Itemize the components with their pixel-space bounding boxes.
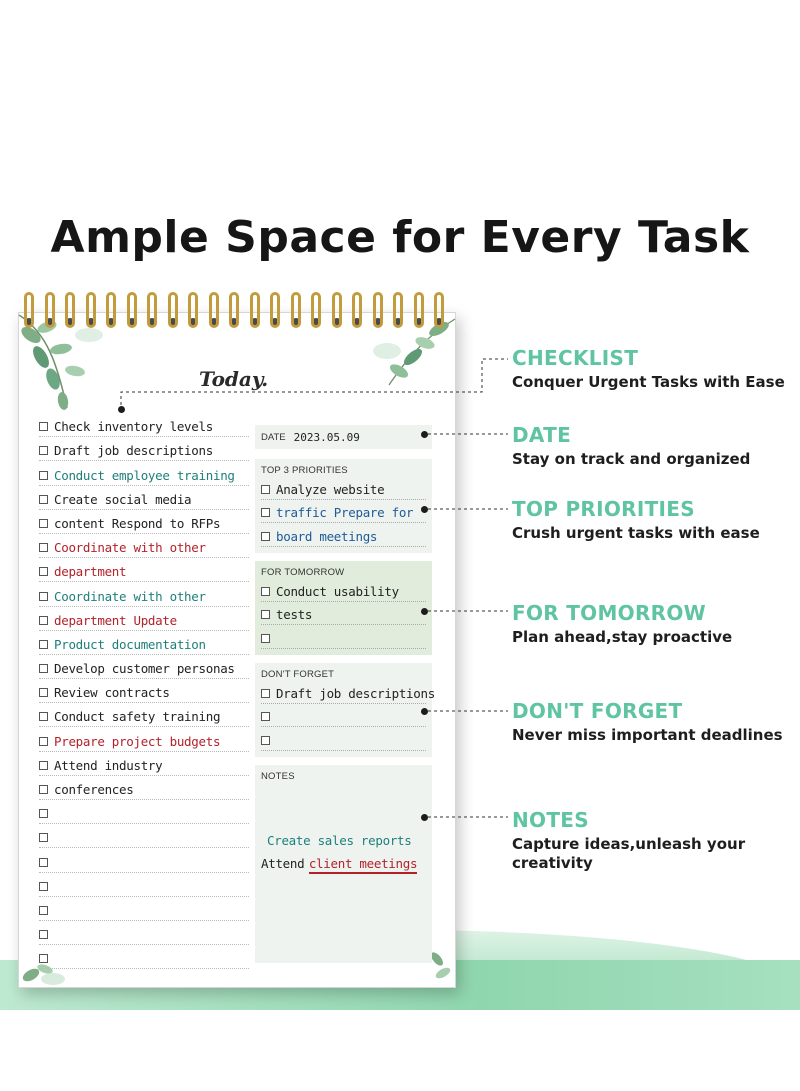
panel-item-text[interactable]: tests	[276, 607, 313, 622]
spiral-coil	[127, 292, 137, 328]
panel-row	[261, 500, 426, 524]
checkbox[interactable]	[39, 543, 48, 552]
notes-title: NOTES	[261, 771, 295, 782]
spiral-coil	[65, 292, 75, 328]
planner-notebook	[18, 312, 456, 988]
checkbox[interactable]	[39, 688, 48, 697]
page-headline: Ample Space for Every Task	[50, 212, 750, 263]
panel-row	[261, 680, 435, 704]
spiral-coil	[209, 292, 219, 328]
date-label: DATE	[261, 431, 286, 443]
checkbox[interactable]	[39, 616, 48, 625]
checklist-item-text[interactable]: department Update	[54, 612, 177, 628]
callout-for-tomorrow-title: FOR TOMORROW	[512, 601, 707, 625]
panel-row	[261, 476, 426, 500]
notes-panel	[255, 765, 432, 963]
checkbox[interactable]	[39, 737, 48, 746]
checklist-item-text[interactable]: Draft job descriptions	[54, 443, 213, 459]
checklist-item-text[interactable]: Product documentation	[54, 636, 206, 652]
spiral-coil	[86, 292, 96, 328]
checkbox[interactable]	[261, 712, 270, 721]
for-tomorrow-title: FOR TOMORROW	[261, 567, 345, 578]
notes-line-2-prefix: Attend	[261, 856, 305, 871]
checkbox[interactable]	[39, 592, 48, 601]
callout-notes	[512, 808, 782, 873]
checklist-item-text[interactable]: content Respond to RFPs	[54, 515, 221, 531]
checklist-row	[39, 776, 249, 800]
panel-row	[261, 578, 426, 602]
for-tomorrow-panel	[255, 561, 432, 655]
notes-marker-dot	[421, 814, 428, 821]
notes-line-2-highlight: client meetings	[309, 856, 417, 874]
checklist-row	[39, 727, 249, 751]
checklist-row	[39, 848, 249, 872]
checkbox[interactable]	[261, 485, 270, 494]
checklist-row	[39, 752, 249, 776]
checklist-row	[39, 534, 249, 558]
checklist-item-text[interactable]: Review contracts	[54, 685, 170, 701]
callout-notes-title: NOTES	[512, 808, 589, 832]
callout-top-priorities-title: TOP PRIORITIES	[512, 497, 695, 521]
date-marker-dot	[421, 431, 428, 438]
checklist-item-text[interactable]: Conduct safety training	[54, 709, 221, 725]
for-tomorrow-marker-dot	[421, 608, 428, 615]
callout-top-priorities	[512, 497, 760, 543]
callout-date	[512, 423, 750, 469]
checklist-item-text[interactable]: Create social media	[54, 491, 192, 507]
callout-dont-forget	[512, 699, 783, 745]
checkbox[interactable]	[39, 858, 48, 867]
spiral-binding	[18, 292, 456, 332]
date-panel	[255, 425, 432, 449]
panel-row	[261, 704, 426, 728]
panel-item-text[interactable]: Conduct usability	[276, 583, 399, 599]
checkbox[interactable]	[39, 954, 48, 963]
panel-row	[261, 523, 426, 547]
checkbox[interactable]	[39, 906, 48, 915]
checklist-row	[39, 800, 249, 824]
checklist-row	[39, 945, 249, 969]
panel-item-text[interactable]: traffic Prepare for	[276, 505, 414, 520]
spiral-coil	[45, 292, 55, 328]
checklist-row	[39, 631, 249, 655]
checklist-row	[39, 897, 249, 921]
spiral-coil	[188, 292, 198, 328]
panel-item-text[interactable]: board meetings	[276, 528, 378, 544]
top-priorities-panel	[255, 459, 432, 553]
checklist-item-text[interactable]: department	[54, 564, 127, 580]
spiral-coil	[434, 292, 444, 328]
checklist-item-text[interactable]: Coordinate with other	[54, 540, 206, 556]
checklist-row	[39, 824, 249, 848]
callout-notes-desc: Capture ideas,unleash your creativity	[512, 835, 746, 872]
callout-checklist-desc: Conquer Urgent Tasks with Ease	[512, 373, 785, 391]
checkbox[interactable]	[39, 809, 48, 818]
checklist-row	[39, 437, 249, 461]
checklist-row	[39, 703, 249, 727]
spiral-coil	[311, 292, 321, 328]
spiral-coil	[250, 292, 260, 328]
checkbox[interactable]	[39, 519, 48, 528]
checklist-item-text[interactable]: Check inventory levels	[54, 419, 213, 435]
checklist-row	[39, 921, 249, 945]
checklist-row	[39, 558, 249, 582]
callout-dont-forget-desc: Never miss important deadlines	[512, 726, 783, 744]
spiral-coil	[168, 292, 178, 328]
checkbox[interactable]	[39, 882, 48, 891]
checkbox[interactable]	[39, 422, 48, 431]
checkbox[interactable]	[261, 532, 270, 541]
checklist-marker-dot	[118, 406, 125, 413]
checklist-row	[39, 679, 249, 703]
checklist-row	[39, 607, 249, 631]
dont-forget-panel	[255, 663, 435, 757]
panel-row	[261, 602, 426, 626]
spiral-coil	[24, 292, 34, 328]
checklist-item-text[interactable]: Attend industry	[54, 757, 163, 773]
spiral-coil	[270, 292, 280, 328]
checklist-row	[39, 655, 249, 679]
spiral-coil	[147, 292, 157, 328]
spiral-coil	[291, 292, 301, 328]
checkbox[interactable]	[261, 634, 270, 643]
spiral-coil	[373, 292, 383, 328]
checkbox[interactable]	[261, 508, 270, 517]
checkbox[interactable]	[39, 930, 48, 939]
checklist-item-text[interactable]: Coordinate with other	[54, 588, 206, 604]
callout-for-tomorrow-desc: Plan ahead,stay proactive	[512, 628, 733, 646]
checkbox[interactable]	[39, 761, 48, 770]
callout-checklist-title: CHECKLIST	[512, 346, 639, 370]
callout-top-priorities-desc: Crush urgent tasks with ease	[512, 524, 760, 542]
checklist-row	[39, 461, 249, 485]
checkbox[interactable]	[39, 640, 48, 649]
dont-forget-title: DON'T FORGET	[261, 669, 335, 680]
checklist-row	[39, 413, 249, 437]
checkbox[interactable]	[39, 471, 48, 480]
date-value[interactable]: 2023.05.09	[293, 430, 360, 444]
callout-for-tomorrow	[512, 601, 732, 647]
checkbox[interactable]	[39, 446, 48, 455]
checklist-row	[39, 873, 249, 897]
checkbox[interactable]	[39, 712, 48, 721]
spiral-coil	[352, 292, 362, 328]
spiral-coil	[393, 292, 403, 328]
top-priorities-marker-dot	[421, 506, 428, 513]
spiral-coil	[414, 292, 424, 328]
panel-row	[261, 625, 426, 649]
callout-date-title: DATE	[512, 423, 572, 447]
spiral-coil	[229, 292, 239, 328]
top-priorities-title: TOP 3 PRIORITIES	[261, 465, 348, 476]
checkbox[interactable]	[39, 833, 48, 842]
checkbox[interactable]	[261, 736, 270, 745]
checklist-item-text[interactable]: conferences	[54, 782, 134, 797]
checklist-row	[39, 582, 249, 606]
panel-item-text[interactable]: Draft job descriptions	[276, 685, 435, 701]
notes-line-1[interactable]: Create sales reports	[267, 833, 412, 848]
today-title: Today.	[199, 367, 269, 391]
panel-row	[261, 727, 426, 751]
callout-dont-forget-title: DON'T FORGET	[512, 699, 683, 723]
checkbox[interactable]	[39, 567, 48, 576]
spiral-coil	[106, 292, 116, 328]
spiral-coil	[332, 292, 342, 328]
callout-checklist	[512, 346, 785, 392]
checklist-item-text[interactable]: Conduct employee training	[54, 467, 235, 483]
checklist-row	[39, 510, 249, 534]
checklist-item-text[interactable]: Develop customer personas	[54, 661, 235, 677]
checkbox[interactable]	[39, 495, 48, 504]
checkbox[interactable]	[261, 689, 270, 698]
main-checklist	[39, 413, 249, 969]
checklist-row	[39, 486, 249, 510]
checklist-item-text[interactable]: Prepare project budgets	[54, 733, 221, 749]
checkbox[interactable]	[261, 587, 270, 596]
dont-forget-marker-dot	[421, 708, 428, 715]
checkbox[interactable]	[261, 610, 270, 619]
notes-line-2[interactable]	[261, 855, 417, 873]
callout-date-desc: Stay on track and organized	[512, 450, 751, 468]
panel-item-text[interactable]: Analyze website	[276, 481, 385, 497]
checkbox[interactable]	[39, 785, 48, 794]
checkbox[interactable]	[39, 664, 48, 673]
